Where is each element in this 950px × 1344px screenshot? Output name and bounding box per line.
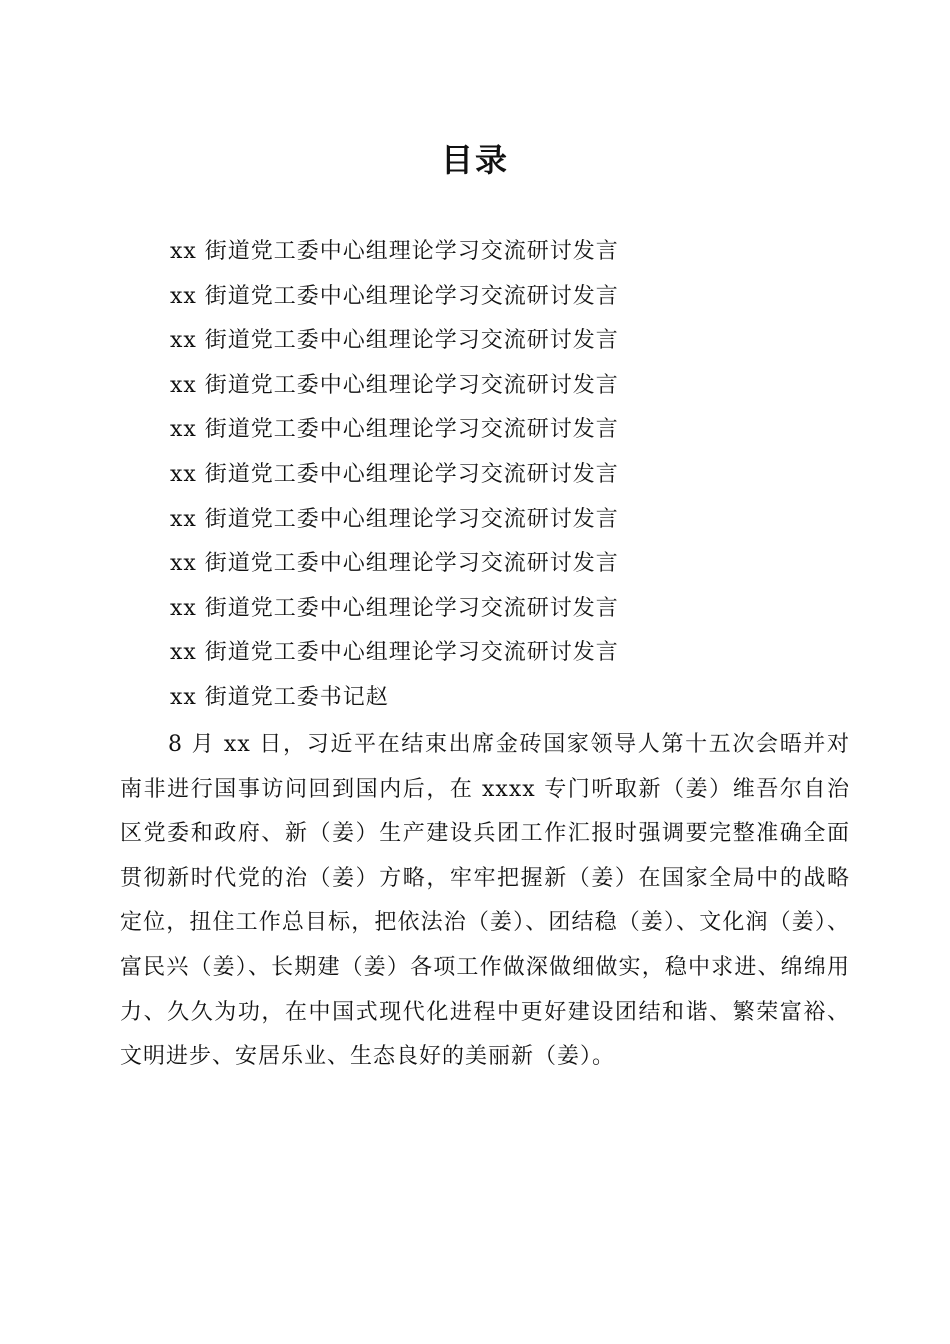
toc-item: xx 街道党工委中心组理论学习交流研讨发言 — [170, 461, 619, 487]
body-paragraph: 8 月 xx 日，习近平在结束出席金砖国家领导人第十五次会晤并对南非进行国事访问回到国内后，在 xxxx 专门听取新（姜）维吾尔自治区党委和政府、新（姜）生产建设兵团工作汇报时强调要完整准确全面贯彻新时代党的治（姜）方略，牢牢把握新（姜）在国家全局中的战略定位，扭住工作总目标，把依法治（姜）、团结稳（姜）、文化润（姜）、富民兴（姜）、长期建（姜）各项工作做深做细做实，稳中求进、绵绵用力、久久为功，在中国式现代化进程中更好建设团结和谐、繁荣富裕、文明进步、安居乐业、生态良好的美丽新（姜）。 — [120, 732, 850, 1070]
author-line: xx 街道党工委书记赵 — [170, 684, 389, 710]
table-of-contents — [170, 230, 870, 721]
toc-item: xx 街道党工委中心组理论学习交流研讨发言 — [170, 417, 619, 443]
toc-item: xx 街道党工委中心组理论学习交流研讨发言 — [170, 506, 619, 532]
page-title: 目录 — [440, 141, 509, 179]
toc-item: xx 街道党工委中心组理论学习交流研讨发言 — [170, 283, 619, 309]
toc-item: xx 街道党工委中心组理论学习交流研讨发言 — [170, 239, 619, 264]
toc-item: xx 街道党工委中心组理论学习交流研讨发言 — [170, 640, 619, 666]
toc-item: xx 街道党工委中心组理论学习交流研讨发言 — [170, 551, 619, 577]
toc-item: xx 街道党工委中心组理论学习交流研讨发言 — [170, 328, 619, 354]
toc-item: xx 街道党工委中心组理论学习交流研讨发言 — [170, 372, 619, 398]
toc-item: xx 街道党工委中心组理论学习交流研讨发言 — [170, 595, 619, 621]
